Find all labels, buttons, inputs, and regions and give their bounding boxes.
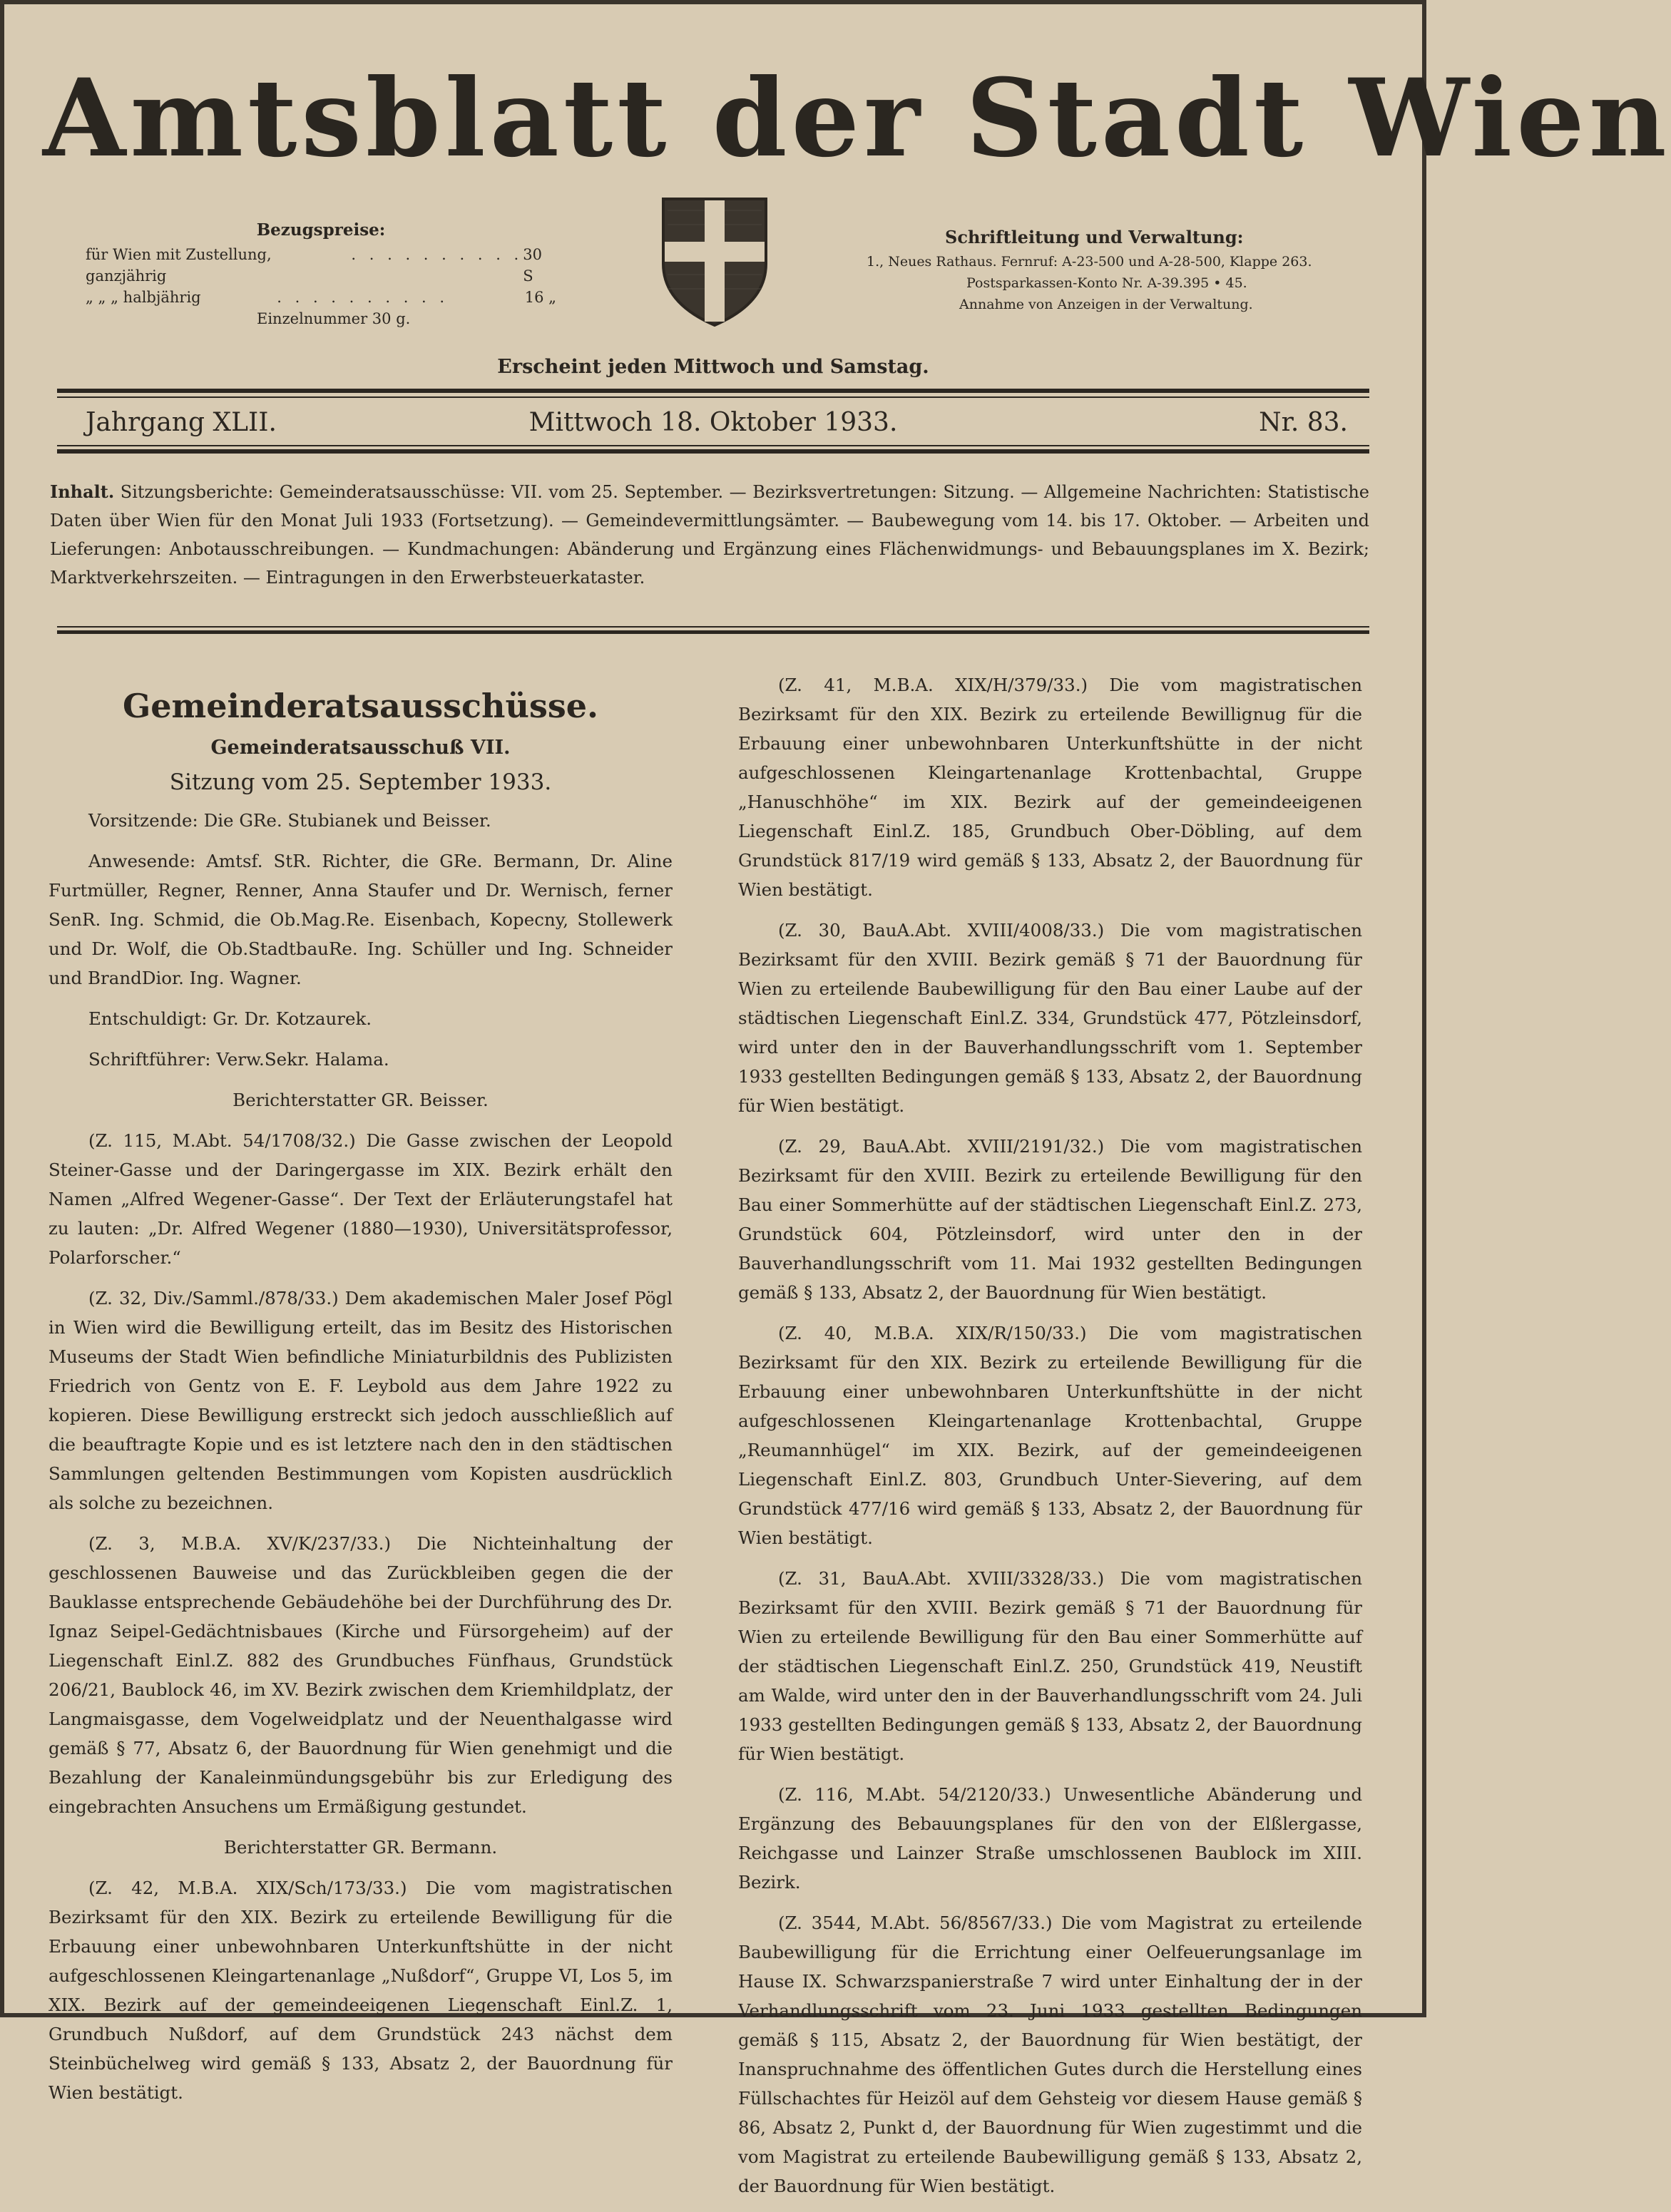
issue-date: Mittwoch 18. Oktober 1933. (528, 408, 898, 437)
vienna-crest-icon (660, 196, 769, 328)
rule-top (57, 389, 1369, 393)
rule-contents-thin (57, 626, 1369, 628)
table-of-contents (50, 478, 1369, 592)
price-value: 16 „ (524, 289, 556, 306)
issue-number: Nr. 83. (1259, 408, 1348, 437)
price-row-yearly (86, 244, 556, 287)
rule-contents (57, 630, 1369, 634)
item-z40: (Z. 40, M.B.A. XIX/R/150/33.) Die vom magistratischen Bezirksamt für den XIX. Bezirk zu erteilende Bewilligung für die Erbauung einer unbewohnbaren Unterkunftshütte in der nicht aufgeschlossenen Kleingartenanlage Krottenbachtal, Gruppe „Reumannhügel“ im XIX. Bezirk, auf der gemeindeeigenen Liegenschaft Einl.Z. 803, Grundbuch Unter-Sievering, auf dem Grundstück 477/16 wird gemäß § 133, Absatz 2, der Bauordnung für Wien bestätigt. (738, 1323, 1362, 1548)
item-z32: (Z. 32, Div./Samml./878/33.) Dem akademischen Maler Josef Pögl in Wien wird die Bewilligung erteilt, das im Besitz des Historischen Museums der Stadt Wien befindliche Miniaturbildnis des Publizisten Friedrich von Gentz von E. F. Leybold aus dem Jahre 1922 zu kopieren. Diese Bewilligung erstreckt sich jedoch ausschließlich auf die beauftragte Kopie und es ist letztere nach den in den städtischen Sammlungen geltenden Bestimmungen vom Kopisten ausdrücklich als solche zu bezeichnen. (48, 1288, 673, 1513)
price-dots: . . . . . . . . . . (351, 246, 523, 263)
item-z3: (Z. 3, M.B.A. XV/K/237/33.) Die Nichteinhaltung der geschlossenen Bauweise und das Zurückbleiben gegen die der Bauklasse entsprechende Gebäudehöhe bei der Durchführung des Dr. Ignaz Seipel-Gedächtnisbaues (Kirche und Fürsorgeheim) auf der Liegenschaft Einl.Z. 882 des Grundbuches Fünfhaus, Grundstück 206/21, Baublock 46, im XV. Bezirk zwischen dem Kriemhildplatz, der Langmaisgasse, dem Vogelweidplatz und der Neuenthalgasse wird gemäß § 77, Absatz 6, der Bauordnung für Wien genehmigt und die Bezahlung der Kanaleinmündungsgebühr bis zur Erledigung des eingebrachten Ansuchens um Ermäßigung gestundet. (48, 1533, 673, 1817)
price-dots: . . . . . . . . . . (277, 289, 449, 306)
secretary: Schriftführer: Verw.Sekr. Halama. (88, 1049, 389, 1070)
editorial-office (867, 227, 1373, 315)
attendees: Anwesende: Amtsf. StR. Richter, die GRe. Bermann, Dr. Aline Furtmüller, Regner, Renner, Anna Staufer und Dr. Wernisch, ferner SenR. Ing. Schmid, die Ob.Mag.Re. Eisenbach, Kopecny, Stollewerk und Dr. Wolf, die Ob.StadtbauRe. Ing. Schüller und Ing. Schneider und BrandDior. Ing. Wagner. (48, 851, 673, 988)
price-row-halfyearly (86, 287, 556, 308)
publication-schedule: Erscheint jeden Mittwoch und Samstag. (497, 356, 929, 378)
item-z115: (Z. 115, M.Abt. 54/1708/32.) Die Gasse zwischen der Leopold Steiner-Gasse und der Daringergasse im XIX. Bezirk erhält den Namen „Alfred Wegener-Gasse“. Der Text der Erläuterungstafel hat zu lauten: „Dr. Alfred Wegener (1880—1930), Universitätsprofessor, Polarforscher.“ (48, 1130, 673, 1268)
rule-mid (57, 449, 1369, 454)
newspaper-title: Amtsblatt der Stadt Wien (43, 56, 1671, 181)
rule-top-thin (57, 396, 1369, 398)
subscription-prices (86, 220, 556, 329)
left-column (48, 670, 673, 2119)
right-column (738, 670, 1362, 2212)
volume: Jahrgang XLII. (86, 408, 277, 437)
chairpersons: Vorsitzende: Die GRe. Stubianek und Beisser. (88, 810, 491, 831)
editorial-heading: Schriftleitung und Verwaltung: (945, 227, 1244, 247)
item-z42: (Z. 42, M.B.A. XIX/Sch/173/33.) Die vom magistratischen Bezirksamt für den XIX. Bezirk zu erteilende Bewilligung für die Erbauung einer unbewohnbaren Unterkunftshütte in der nicht aufgeschlossenen Kleingartenanlage „Nußdorf“, Gruppe VI, Los 5, im XIX. Bezirk auf der gemeindeeigenen Liegenschaft Einl.Z. 1, Grundbuch Nußdorf, auf dem Grundstück 243 nächst dem Steinbüchelweg wird gemäß § 133, Absatz 2, der Bauordnung für Wien bestätigt. (48, 1878, 673, 2103)
price-value: 30 S (523, 246, 542, 285)
editorial-account: Postsparkassen-Konto Nr. A-39.395 • 45. (966, 275, 1247, 291)
rapporteur-beisser: Berichterstatter GR. Beisser. (232, 1090, 489, 1110)
committee-title: Gemeinderatsausschuß VII. (210, 737, 511, 759)
price-label: für Wien mit Zustellung, ganzjährig (86, 246, 272, 285)
single-issue-price: Einzelnummer 30 g. (257, 310, 411, 327)
item-z116: (Z. 116, M.Abt. 54/2120/33.) Unwesentliche Abänderung und Ergänzung des Bebauungsplanes für den von der Elßlergasse, Reichgasse und Lainzer Straße umschlossenen Baublock im XIII. Bezirk. (738, 1784, 1362, 1893)
rule-mid-thin (57, 445, 1369, 446)
editorial-address: 1., Neues Rathaus. Fernruf: A-23-500 und A-28-500, Klappe 263. (867, 254, 1312, 270)
contents-label: Inhalt. (50, 481, 115, 502)
item-z31: (Z. 31, BauA.Abt. XVIII/3328/33.) Die vom magistratischen Bezirksamt für den XVIII. Bezirk gemäß § 71 der Bauordnung für Wien zu erteilende Bewilligung für den Bau einer Sommerhütte auf der städtischen Liegenschaft Einl.Z. 250, Grundstück 419, Neustift am Walde, wird unter den in der Bauverhandlungsschrift vom 24. Juli 1933 gestellten Bedingungen gemäß § 133, Absatz 2, der Bauordnung für Wien bestätigt. (738, 1568, 1362, 1764)
price-label: „ „ „ halbjährig (86, 289, 201, 306)
excused: Entschuldigt: Gr. Dr. Kotzaurek. (88, 1008, 372, 1029)
session-title: Sitzung vom 25. September 1933. (169, 769, 552, 795)
editorial-ads: Annahme von Anzeigen in der Verwaltung. (959, 297, 1253, 312)
contents-text: Sitzungsberichte: Gemeinderatsausschüsse: VII. vom 25. September. — Bezirksvertretungen: Sitzung. — Allgemeine Nachrichten: Statistische Daten über Wien für den Monat Juli 1933 (Fortsetzung). — Gemeindevermittlungsämter. — Baubewegung vom 14. bis 17. Oktober. — Arbeiten und Lieferungen: Anbotausschreibungen. — Kundmachungen: Abänderung und Ergänzung eines Flächenwidmungs- und Bebauungsplanes im X. Bezirk; Marktverkehrszeiten. — Eintragungen in den Erwerbsteuerkataster. (50, 482, 1369, 588)
section-title: Gemeinderatsausschüsse. (122, 687, 599, 725)
rapporteur-bermann: Berichterstatter GR. Bermann. (223, 1837, 498, 1858)
item-z3544: (Z. 3544, M.Abt. 56/8567/33.) Die vom Magistrat zu erteilende Baubewilligung für die Errichtung einer Oelfeuerungsanlage im Hause IX. Schwarzspanierstraße 7 wird unter Einhaltung der in der Verhandlungsschrift vom 23. Juni 1933 gestellten Bedingungen gemäß § 115, Absatz 2, der Bauordnung für Wien bestätigt, der Inanspruchnahme des öffentlichen Gutes durch die Herstellung eines Füllschachtes für Heizöl auf dem Gehsteig vor diesem Hause gemäß § 86, Absatz 2, Punkt d, der Bauordnung für Wien zugestimmt und die vom Magistrat zu erteilende Baubewilligung gemäß § 133, Absatz 2, der Bauordnung für Wien bestätigt. (738, 1913, 1362, 2196)
item-z29: (Z. 29, BauA.Abt. XVIII/2191/32.) Die vom magistratischen Bezirksamt für den XVIII. Bezirk zu erteilende Bewilligung für den Bau einer Sommerhütte auf der städtischen Liegenschaft Einl.Z. 273, Grundstück 604, Pötzleinsdorf, wird unter den in der Bauverhandlungsschrift vom 11. Mai 1932 gestellten Bedingungen gemäß § 133, Absatz 2, der Bauordnung für Wien bestätigt. (738, 1136, 1362, 1303)
subscription-heading: Bezugspreise: (256, 220, 386, 240)
item-z41: (Z. 41, M.B.A. XIX/H/379/33.) Die vom magistratischen Bezirksamt für den XIX. Bezirk zu erteilende Bewillignug für die Erbauung einer unbewohnbaren Unterkunftshütte in der nicht aufgeschlossenen Kleingartenanlage Krottenbachtal, Gruppe „Hanuschhöhe“ im XIX. Bezirk auf der gemeindeeigenen Liegenschaft Einl.Z. 185, Grundbuch Ober-Döbling, auf dem Grundstück 817/19 wird gemäß § 133, Absatz 2, der Bauordnung für Wien bestätigt. (738, 675, 1362, 900)
item-z30: (Z. 30, BauA.Abt. XVIII/4008/33.) Die vom magistratischen Bezirksamt für den XVIII. Bezirk gemäß § 71 der Bauordnung für Wien zu erteilende Baubewilligung für den Bau einer Laube auf der städtischen Liegenschaft Einl.Z. 334, Grundstück 477, Pötzleinsdorf, wird unter den in der Bauverhandlungsschrift vom 1. September 1933 gestellten Bedingungen gemäß § 133, Absatz 2, der Bauordnung für Wien bestätigt. (738, 920, 1362, 1116)
